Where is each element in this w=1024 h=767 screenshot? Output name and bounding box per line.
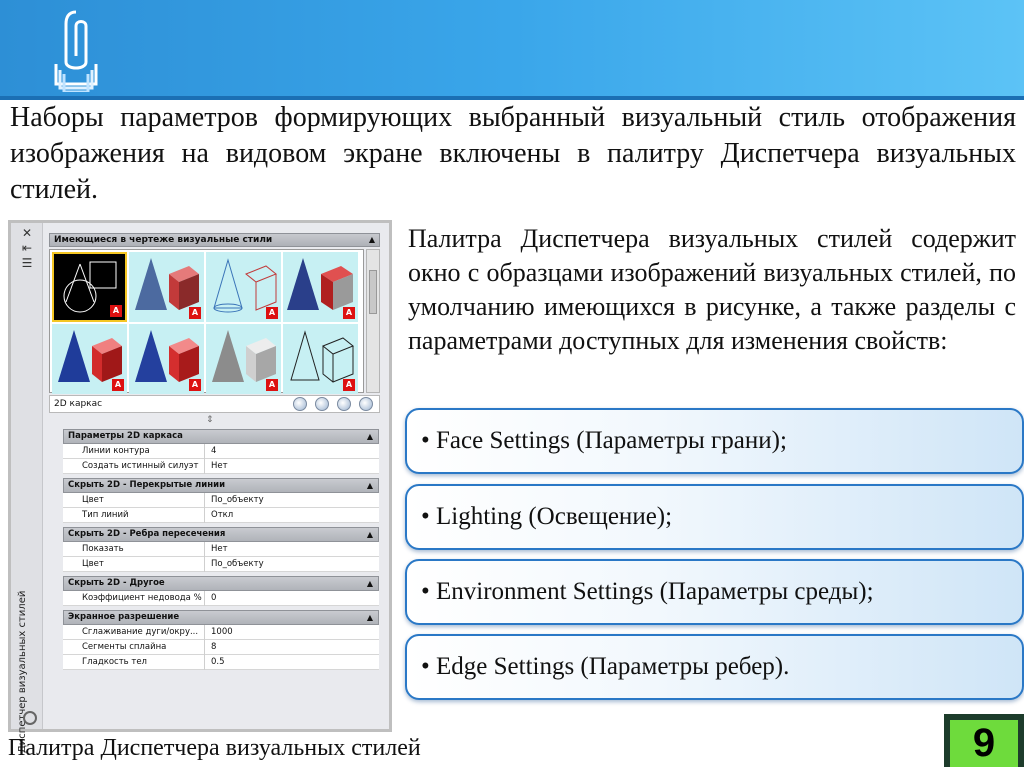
thumbnail-realistic[interactable] bbox=[129, 252, 204, 322]
property-row[interactable] bbox=[63, 542, 379, 557]
property-key: Создать истинный силуэт bbox=[79, 459, 205, 474]
collapse-arrow-icon[interactable]: ▲ bbox=[366, 579, 373, 588]
style-badge: A bbox=[189, 307, 201, 319]
collapse-arrow-icon[interactable]: ▲ bbox=[366, 432, 373, 441]
property-key: Коэффициент недовода % bbox=[79, 591, 205, 606]
group-title: Параметры 2D каркаса bbox=[68, 431, 183, 441]
paperclip-logo-icon bbox=[50, 4, 102, 92]
delete-style-icon[interactable] bbox=[359, 397, 373, 411]
property-value[interactable]: 0.5 bbox=[211, 657, 225, 667]
gallery-header-label: Имеющиеся в чертеже визуальные стили bbox=[54, 235, 273, 245]
style-toolbar bbox=[293, 396, 377, 412]
palette-side-strip bbox=[11, 223, 43, 753]
bullet-environment-settings: • Environment Settings (Параметры среды); bbox=[405, 559, 1024, 625]
property-key: Цвет bbox=[79, 493, 205, 508]
group-title: Скрыть 2D - Ребра пересечения bbox=[68, 529, 226, 539]
apply-to-viewport-icon[interactable] bbox=[315, 397, 329, 411]
property-key: Сглаживание дуги/окру... bbox=[79, 625, 205, 640]
property-key: Линии контура bbox=[79, 444, 205, 459]
group-title: Скрыть 2D - Перекрытые линии bbox=[68, 480, 226, 490]
group-hidden-lines[interactable] bbox=[63, 478, 379, 493]
palette-title-vertical: Диспетчер визуальных стилей bbox=[17, 590, 28, 753]
collapse-arrow-icon[interactable]: ▲ bbox=[366, 530, 373, 539]
bullet-face-settings: • Face Settings (Параметры грани); bbox=[405, 408, 1024, 474]
group-title: Скрыть 2D - Другое bbox=[68, 578, 165, 588]
group-2d-wireframe[interactable] bbox=[63, 429, 379, 444]
page-number: 9 bbox=[950, 720, 1018, 767]
property-row[interactable] bbox=[63, 493, 379, 508]
settings-gear-icon[interactable] bbox=[23, 711, 37, 725]
page-number-badge bbox=[944, 714, 1024, 767]
group-intersection-edges[interactable] bbox=[63, 527, 379, 542]
style-badge: A bbox=[110, 305, 122, 317]
group-display-resolution[interactable] bbox=[63, 610, 379, 625]
bullet-lighting: • Lighting (Освещение); bbox=[405, 484, 1024, 550]
property-row[interactable] bbox=[63, 655, 379, 670]
property-panel bbox=[63, 429, 379, 670]
scrollbar-thumb[interactable] bbox=[369, 270, 377, 314]
property-row[interactable] bbox=[63, 508, 379, 523]
thumbnail-2d-wireframe[interactable] bbox=[52, 252, 127, 322]
property-key: Показать bbox=[79, 542, 205, 557]
collapse-arrow-icon[interactable]: ▲ bbox=[366, 613, 373, 622]
property-value[interactable]: 0 bbox=[211, 593, 217, 603]
style-badge: A bbox=[266, 307, 278, 319]
property-value[interactable]: 4 bbox=[211, 446, 217, 456]
thumbnail-checker[interactable] bbox=[283, 252, 358, 322]
style-badge: A bbox=[189, 379, 201, 391]
style-badge: A bbox=[343, 307, 355, 319]
collapse-arrow-icon[interactable]: ▲ bbox=[366, 481, 373, 490]
thumbnail-shaded[interactable] bbox=[129, 324, 204, 394]
close-icon[interactable]: ✕ bbox=[21, 226, 33, 240]
thumbnail-shades-of-gray[interactable] bbox=[206, 324, 281, 394]
property-key: Сегменты сплайна bbox=[79, 640, 205, 655]
property-row[interactable] bbox=[63, 591, 379, 606]
property-value[interactable]: 1000 bbox=[211, 627, 233, 637]
property-value[interactable]: По_объекту bbox=[211, 559, 264, 569]
property-row[interactable] bbox=[63, 459, 379, 474]
property-row[interactable] bbox=[63, 640, 379, 655]
property-row[interactable] bbox=[63, 557, 379, 572]
export-to-palette-icon[interactable] bbox=[337, 397, 351, 411]
create-style-icon[interactable] bbox=[293, 397, 307, 411]
current-style-name: 2D каркас bbox=[49, 395, 380, 413]
intro-paragraph: Наборы параметров формирующих выбранный визуальный стиль отображения изображения на видовом экране включены в палитру Диспетчера визуальных стилей. bbox=[10, 102, 1016, 205]
property-row[interactable] bbox=[63, 625, 379, 640]
group-title: Экранное разрешение bbox=[68, 612, 180, 622]
property-value[interactable]: По_объекту bbox=[211, 495, 264, 505]
property-key: Гладкость тел bbox=[79, 655, 205, 670]
property-value[interactable]: Нет bbox=[211, 461, 228, 471]
bullet-edge-settings: • Edge Settings (Параметры ребер). bbox=[405, 634, 1024, 700]
property-key: Цвет bbox=[79, 557, 205, 572]
style-thumbnails-gallery bbox=[49, 249, 364, 393]
autohide-icon[interactable]: ⇤ bbox=[21, 241, 33, 255]
thumbnail-conceptual[interactable] bbox=[52, 324, 127, 394]
thumbnail-sketchy[interactable] bbox=[283, 324, 358, 394]
header-banner bbox=[0, 0, 1024, 96]
property-key: Тип линий bbox=[79, 508, 205, 523]
style-badge: A bbox=[343, 379, 355, 391]
gallery-header-bar[interactable] bbox=[49, 233, 380, 247]
property-row[interactable] bbox=[63, 444, 379, 459]
property-value[interactable]: Нет bbox=[211, 544, 228, 554]
property-value[interactable]: 8 bbox=[211, 642, 217, 652]
gallery-scrollbar[interactable] bbox=[366, 249, 380, 393]
style-badge: A bbox=[266, 379, 278, 391]
figure-caption: Палитра Диспетчера визуальных стилей bbox=[8, 735, 421, 761]
property-value[interactable]: Откл bbox=[211, 510, 234, 520]
group-other[interactable] bbox=[63, 576, 379, 591]
collapse-arrow-icon[interactable]: ▲ bbox=[368, 235, 375, 244]
thumbnail-3d-wireframe[interactable] bbox=[206, 252, 281, 322]
style-badge: A bbox=[112, 379, 124, 391]
properties-menu-icon[interactable]: ☰ bbox=[21, 256, 33, 270]
description-paragraph: Палитра Диспетчера визуальных стилей содержит окно с образцами изображений визуальных стилей, по умолчанию имеющихся в рисунке, а также разделы с параметрами доступных для изменения свойств: bbox=[408, 224, 1016, 355]
panel-splitter-icon[interactable]: ⇕ bbox=[206, 415, 214, 425]
